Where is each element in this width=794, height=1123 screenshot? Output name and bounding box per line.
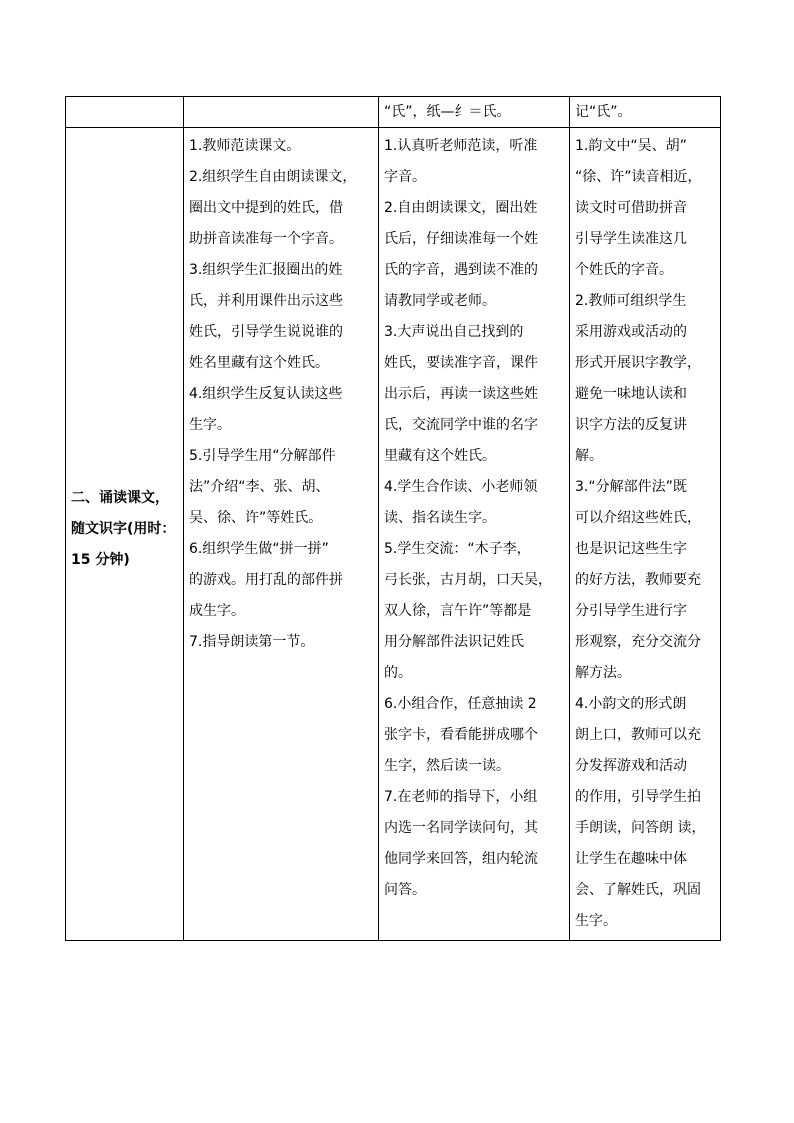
text-line: 3.组织学生汇报圈出的姓 <box>189 262 343 278</box>
text-line: 避免一味地认读和 <box>575 386 687 402</box>
text-line: 生字，然后读一读。 <box>384 758 510 774</box>
text-line: 1.认真听老师范读，听准 <box>384 138 538 154</box>
design-notes-cell <box>570 128 721 941</box>
text-line: 1.韵文中“吴、胡” <box>575 138 687 154</box>
text-line: 字音。 <box>384 169 426 185</box>
stage-cell <box>66 128 184 941</box>
text-line: 的。 <box>384 665 412 681</box>
text-line: 7.在老师的指导下，小组 <box>384 789 538 805</box>
text-line: 2.自由朗读课文，圈出姓 <box>384 200 538 216</box>
text-line: 里藏有这个姓氏。 <box>384 448 496 464</box>
text-line: 读文时可借助拼音 <box>575 200 687 216</box>
text-line: 分引导学生进行字 <box>575 603 687 619</box>
text-line: 吴、徐、许”等姓氏。 <box>189 510 323 526</box>
text-line: 出示后，再读一读这些姓 <box>384 386 538 402</box>
text-line: 的游戏。用打乱的部件拼 <box>189 572 343 588</box>
text-line: 形观察，充分交流分 <box>575 634 701 650</box>
text-line: 他同学来回答，组内轮流 <box>384 851 538 867</box>
text-line: 成生字。 <box>189 603 245 619</box>
text-line: 分发挥游戏和活动 <box>575 758 687 774</box>
text-line: 形式开展识字教学， <box>575 355 701 371</box>
text-line: 引导学生读准这几 <box>575 231 687 247</box>
table-row <box>66 128 721 941</box>
text-line: 弓长张，古月胡，口天吴， <box>384 572 552 588</box>
text-line: 个姓氏的字音。 <box>575 262 673 278</box>
text-line: 5.引导学生用“分解部件 <box>189 448 336 464</box>
text-line: 可以介绍这些姓氏， <box>575 510 701 526</box>
text-line: 也是识记这些生字 <box>575 541 687 557</box>
text-line: 法”介绍“李、张、胡、 <box>189 479 330 495</box>
text-line: 请教同学或老师。 <box>384 293 496 309</box>
text-line: 姓名里藏有这个姓氏。 <box>189 355 329 371</box>
text-line: 双人徐，言午许”等都是 <box>384 603 532 619</box>
text-line: 的作用，引导学生拍 <box>575 789 701 805</box>
text-line: 解。 <box>575 448 603 464</box>
teacher-activity-cell <box>184 128 379 941</box>
text-line: 2.组织学生自由朗读课文， <box>189 169 357 185</box>
text-line: 识字方法的反复讲 <box>575 417 687 433</box>
text-line: 问答。 <box>384 882 426 898</box>
text-line: 6.组织学生做“拼一拼” <box>189 541 329 557</box>
text-line: 姓氏，要读准字音，课件 <box>384 355 538 371</box>
student-activity-cell: “氏”，纸—纟＝氏。 <box>379 97 570 128</box>
text-line: 圈出文中提到的姓氏，借 <box>189 200 343 216</box>
text-line: 朗上口，教师可以充 <box>575 727 701 743</box>
text-line: 3.“分解部件法”既 <box>575 479 687 495</box>
stage-line: 随文识字(用时： <box>71 520 176 537</box>
table-row <box>66 97 721 128</box>
text-line: 4.组织学生反复认读这些 <box>189 386 343 402</box>
text-line: 读、指名读生字。 <box>384 510 496 526</box>
text-line: “徐、许”读音相近， <box>575 169 702 185</box>
stage-line: 15 分钟) <box>71 551 130 568</box>
stage-title <box>71 483 178 576</box>
text-line: 氏，并利用课件出示这些 <box>189 293 343 309</box>
text-line: 内选一名同学读问句，其 <box>384 820 538 836</box>
text-line: 4.小韵文的形式朗 <box>575 696 687 712</box>
text-line: 姓氏，引导学生说说谁的 <box>189 324 343 340</box>
text-line: 1.教师范读课文。 <box>189 138 301 154</box>
text-line: 3.大声说出自己找到的 <box>384 324 524 340</box>
text-line: 氏后，仔细读准每一个姓 <box>384 231 538 247</box>
teacher-activity-cell <box>184 97 379 128</box>
text-line: 7.指导朗读第一节。 <box>189 634 315 650</box>
text-line: 采用游戏或活动的 <box>575 324 687 340</box>
text-line: 手朗读，问答朗 读， <box>575 820 706 836</box>
text-line: 6.小组合作，任意抽读 2 <box>384 696 537 712</box>
text-line: 2.教师可组织学生 <box>575 293 687 309</box>
lesson-plan-table <box>65 96 721 941</box>
text-line: 会、了解姓氏，巩固 <box>575 882 701 898</box>
text-line: 氏的字音，遇到读不准的 <box>384 262 538 278</box>
design-notes-cell: 记“氏”。 <box>570 97 721 128</box>
stage-cell <box>66 97 184 128</box>
text-line: 让学生在趣味中体 <box>575 851 687 867</box>
text-line: 解方法。 <box>575 665 631 681</box>
text-line: 用分解部件法识记姓氏 <box>384 634 524 650</box>
text-line: 4.学生合作读、小老师领 <box>384 479 538 495</box>
student-activity-cell <box>379 128 570 941</box>
text-line: 助拼音读准每一个字音。 <box>189 231 343 247</box>
text-line: 的好方法，教师要充 <box>575 572 701 588</box>
text-line: 生字。 <box>575 913 617 929</box>
text-line: 氏，交流同学中谁的名字 <box>384 417 538 433</box>
text-line: 生字。 <box>189 417 231 433</box>
text-line: 5.学生交流：“木子李， <box>384 541 531 557</box>
stage-line: 二、诵读课文， <box>71 489 169 506</box>
text-line: 张字卡，看看能拼成哪个 <box>384 727 538 743</box>
